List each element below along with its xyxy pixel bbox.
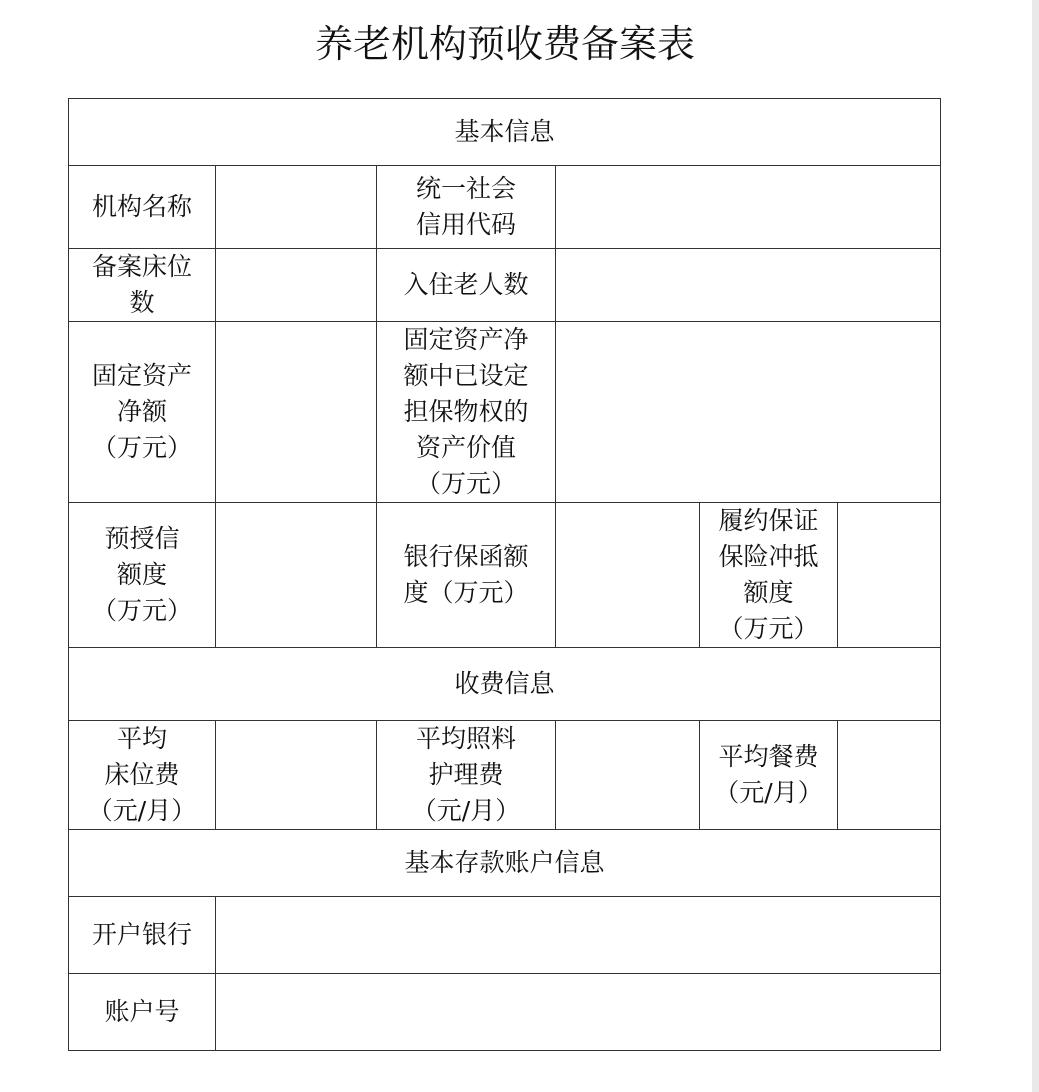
- section-header-fee-info: 收费信息: [69, 648, 941, 721]
- bank-guarantee-label: 银行保函额 度（万元）: [377, 503, 556, 648]
- row-account-number: [69, 974, 941, 1051]
- avg-bed-fee-label: 平均 床位费 （元/月）: [69, 721, 216, 830]
- pre-credit-input[interactable]: [216, 503, 377, 648]
- avg-care-fee-input[interactable]: [556, 721, 700, 830]
- org-name-label: 机构名称: [69, 166, 216, 249]
- resident-elders-input[interactable]: [556, 249, 941, 322]
- section-row-basic-info: [69, 99, 941, 166]
- filing-form-table: [68, 98, 941, 1051]
- avg-meal-fee-input[interactable]: [838, 721, 941, 830]
- filed-beds-label: 备案床位 数: [69, 249, 216, 322]
- account-number-label: 账户号: [69, 974, 216, 1051]
- secured-assets-input[interactable]: [556, 322, 941, 503]
- bank-guarantee-input[interactable]: [556, 503, 700, 648]
- resident-elders-label: 入住老人数: [377, 249, 556, 322]
- secured-assets-label: 固定资产净 额中已设定 担保物权的 资产价值 （万元）: [377, 322, 556, 503]
- section-row-account-info: [69, 830, 941, 897]
- section-header-account-info: 基本存款账户信息: [69, 830, 941, 897]
- net-fixed-assets-label: 固定资产 净额 （万元）: [69, 322, 216, 503]
- pre-credit-label: 预授信 额度 （万元）: [69, 503, 216, 648]
- credit-code-input[interactable]: [556, 166, 941, 249]
- row-credit-guarantee: [69, 503, 941, 648]
- org-name-input[interactable]: [216, 166, 377, 249]
- avg-bed-fee-input[interactable]: [216, 721, 377, 830]
- avg-meal-fee-label: 平均餐费 （元/月）: [700, 721, 838, 830]
- window-edge: [1032, 0, 1039, 1092]
- row-fees: [69, 721, 941, 830]
- bank-name-input[interactable]: [216, 897, 941, 974]
- page-title: 养老机构预收费备案表: [314, 22, 695, 66]
- avg-care-fee-label: 平均照料 护理费 （元/月）: [377, 721, 556, 830]
- filed-beds-input[interactable]: [216, 249, 377, 322]
- account-number-input[interactable]: [216, 974, 941, 1051]
- net-fixed-assets-input[interactable]: [216, 322, 377, 503]
- bank-name-label: 开户银行: [69, 897, 216, 974]
- row-net-fixed-assets: [69, 322, 941, 503]
- section-row-fee-info: [69, 648, 941, 721]
- row-bank-name: [69, 897, 941, 974]
- credit-code-label: 统一社会 信用代码: [377, 166, 556, 249]
- section-header-basic-info: 基本信息: [69, 99, 941, 166]
- performance-insurance-label: 履约保证 保险冲抵 额度 （万元）: [700, 503, 838, 648]
- row-org-name: [69, 166, 941, 249]
- performance-insurance-input[interactable]: [838, 503, 941, 648]
- row-filed-beds: [69, 249, 941, 322]
